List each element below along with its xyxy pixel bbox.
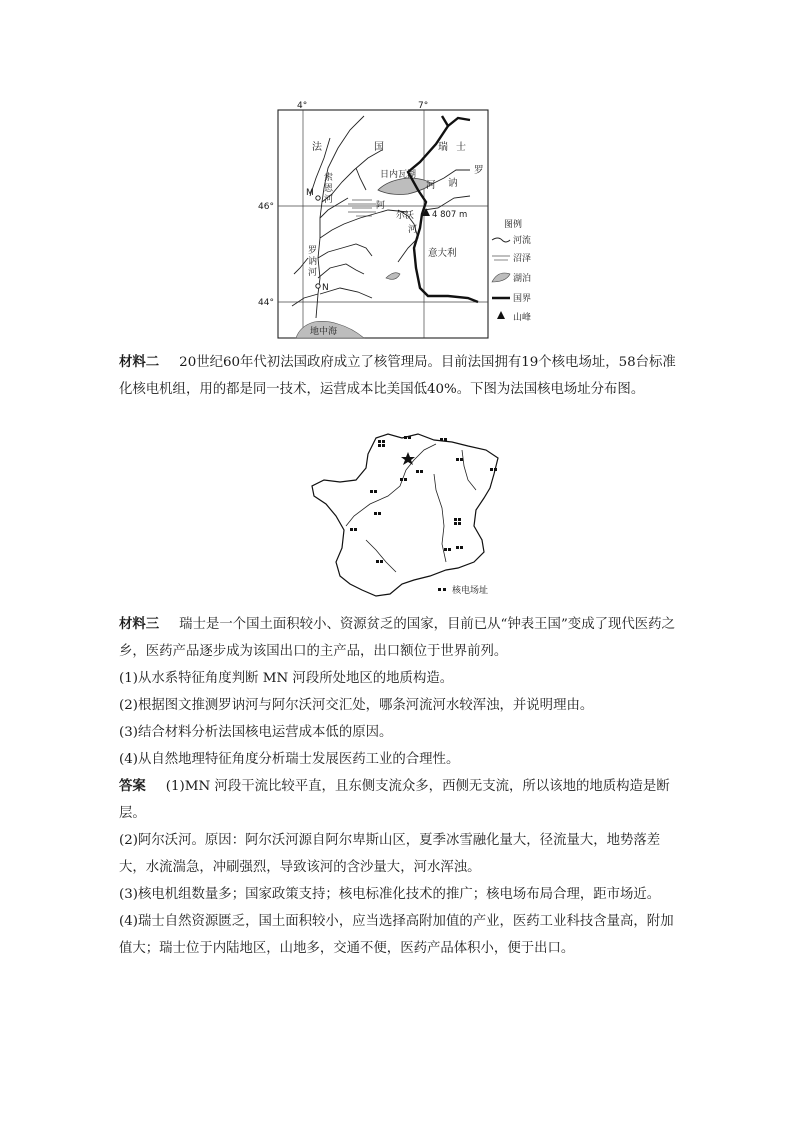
- label-point-n: N: [322, 283, 329, 293]
- map1-legend: [492, 218, 531, 323]
- material-two-text: 20世纪60年代初法国政府成立了核管理局。目前法国拥有19个核电场址，58台标准化核电机组，用的都是同一技术，运营成本比美国低40%。下图为法国核电场址分布图。: [119, 355, 676, 397]
- answer-2: (2)阿尔沃河。原因：阿尔沃河源自阿尔卑斯山区，夏季冰雪融化量大，径流量大，地势落差大，水流湍急，冲刷强烈，导致该河的含沙量大，河水浑浊。: [119, 833, 661, 875]
- small-lake: [386, 273, 400, 280]
- legend-river: 河流: [513, 236, 532, 246]
- label-rhone-na: 讷: [448, 178, 458, 189]
- legend-border: 国界: [513, 294, 532, 304]
- label-rhone-luo: 罗: [474, 165, 484, 176]
- legend-peak: 山峰: [513, 313, 532, 323]
- answer-1-text: (1)MN 河段干流比较平直，且东侧支流众多，西侧无支流，所以该地的地质构造是断层。: [119, 779, 670, 821]
- label-saone-1: 索: [324, 173, 334, 183]
- legend-marsh: 沼泽: [513, 254, 532, 264]
- rhone-region-map: [248, 98, 548, 343]
- label-mediterranean: 地中海: [310, 327, 338, 337]
- label-saone-3: 河: [324, 195, 334, 205]
- label-peak-height: 4 807 m: [432, 210, 468, 220]
- marsh-symbol: [348, 200, 376, 216]
- answer-4: (4)瑞士自然资源匮乏，国土面积较小，应当选择高附加值的产业，医药工业科技含量高，附加值大；瑞士位于内陆地区，山地多，交通不便，医药产品体积小，便于出口。: [119, 914, 674, 956]
- label-point-m: M: [306, 188, 314, 198]
- label-arve-3: 河: [408, 225, 418, 235]
- label-france-2: 国: [374, 142, 384, 153]
- label-saone-2: 恩: [324, 184, 334, 194]
- label-italy: 意大利: [428, 248, 457, 259]
- material-three: [119, 611, 679, 665]
- point-n: [316, 284, 320, 288]
- lat-label-46: 46°: [258, 202, 274, 212]
- material-two: [119, 349, 679, 403]
- map2-legend-label: 核电场址: [452, 586, 489, 596]
- label-rhone-s-2: 讷: [308, 257, 318, 267]
- question-3: (3)结合材料分析法国核电运营成本低的原因。: [119, 725, 393, 740]
- label-arve-1: 阿: [376, 201, 386, 211]
- point-m: [316, 196, 320, 200]
- question-1: (1)从水系特征角度判断 MN 河段所处地区的地质构造。: [119, 671, 454, 686]
- france-nuclear-map: [306, 430, 526, 605]
- lon-label-7: 7°: [418, 101, 429, 111]
- label-arve-2: 尔沃: [396, 211, 415, 221]
- label-swiss-1: 瑞: [438, 142, 448, 153]
- material-three-label: 材料三: [119, 616, 160, 632]
- material-three-text: 瑞士是一个国土面积较小、资源贫乏的国家，目前已从“钟表王国”变成了现代医药之乡，医药产品逐步成为该国出口的主产品，出口额位于世界前列。: [119, 617, 675, 659]
- legend-title: 图例: [504, 220, 523, 230]
- answer-3: (3)核电机组数量多；国家政策支持；核电标准化技术的推广；核电场布局合理，距市场近。: [119, 887, 661, 902]
- lon-label-4: 4°: [297, 101, 308, 111]
- legend-lake: 湖泊: [513, 274, 532, 284]
- label-rhone-he: 河: [426, 180, 436, 191]
- label-france-1: 法: [312, 142, 322, 153]
- lat-label-44: 44°: [258, 298, 274, 308]
- answer-label: 答案: [119, 778, 146, 794]
- label-rhone-s-1: 罗: [308, 246, 318, 256]
- label-swiss-2: 士: [456, 142, 466, 153]
- label-rhone-s-3: 河: [308, 268, 318, 278]
- question-4: (4)从自然地理特征角度分析瑞士发展医药工业的合理性。: [119, 752, 460, 767]
- label-geneva-lake: 日内瓦湖: [380, 170, 417, 180]
- answer-1: [119, 773, 679, 827]
- question-2: (2)根据图文推测罗讷河与阿尔沃河交汇处，哪条河流河水较浑浊，并说明理由。: [119, 698, 594, 713]
- material-two-label: 材料二: [119, 354, 160, 370]
